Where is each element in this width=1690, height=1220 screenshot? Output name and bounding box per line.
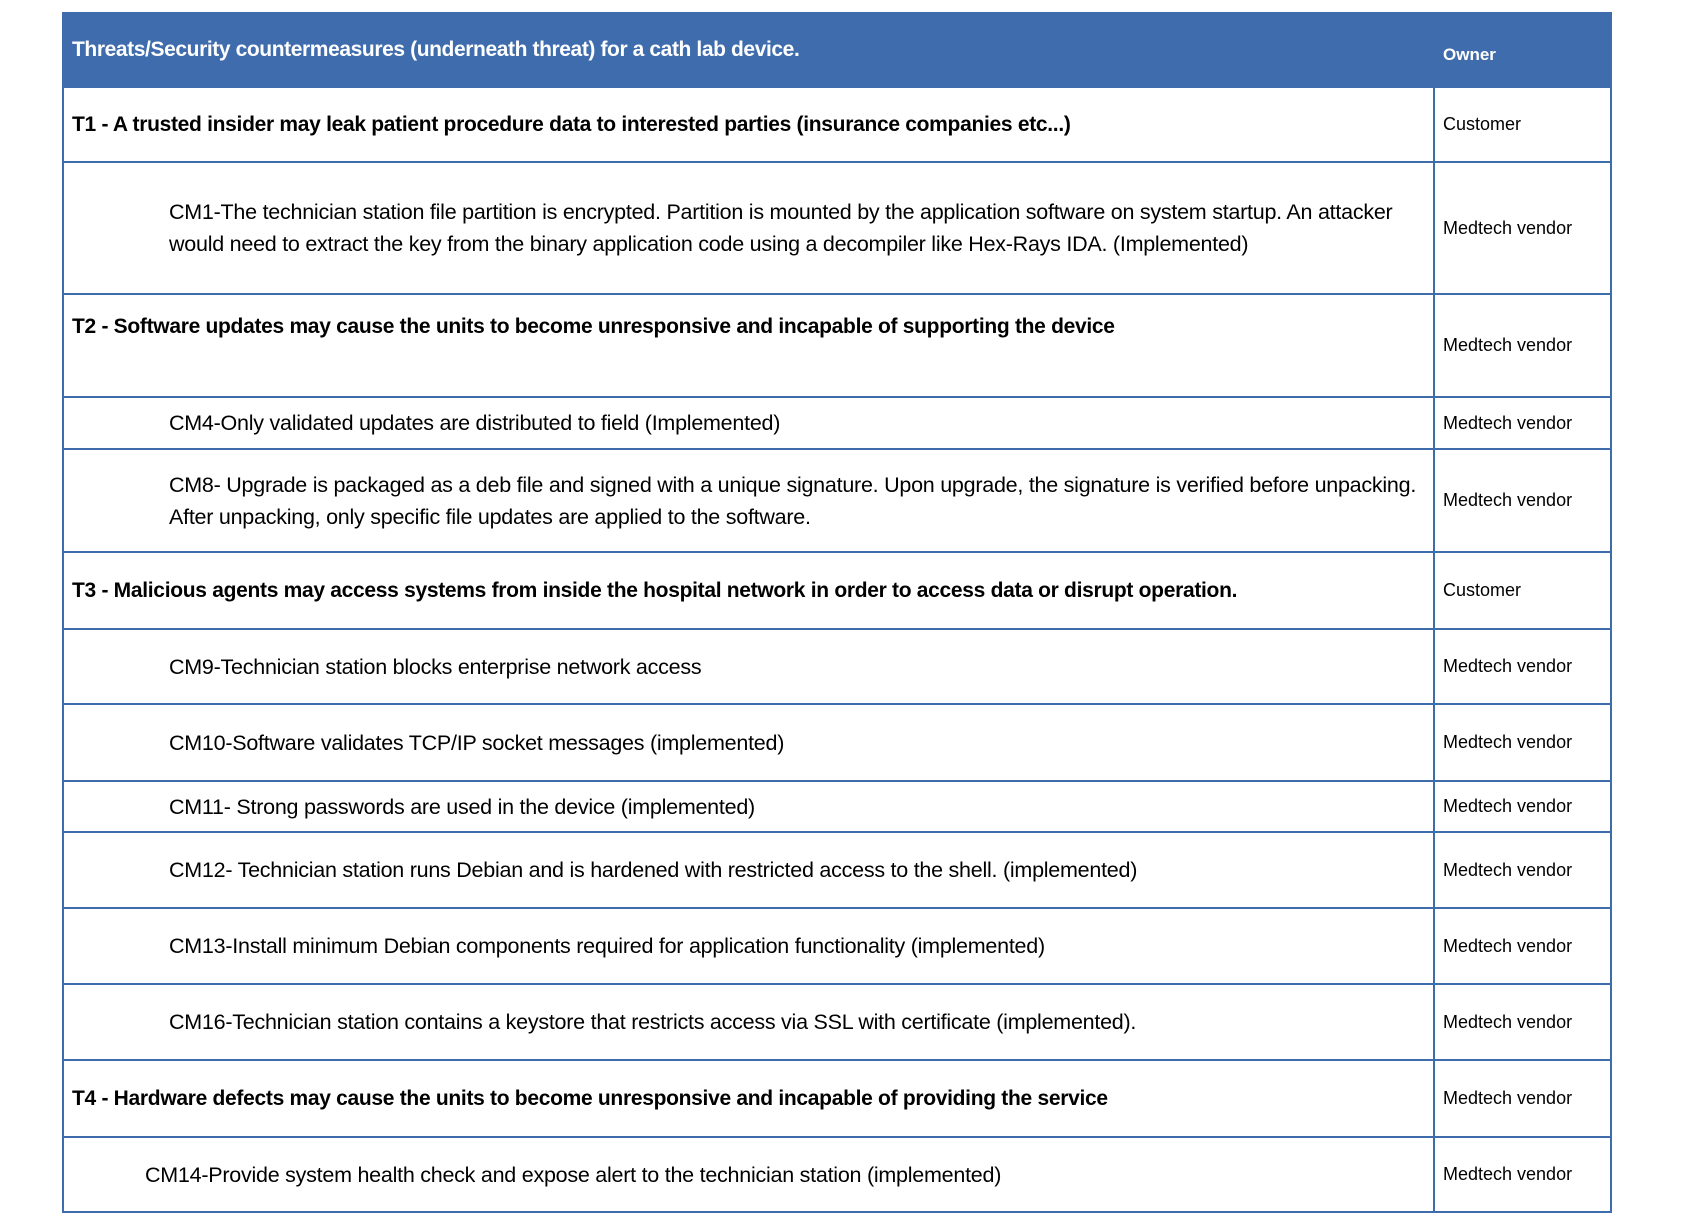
- threat-text: T1 - A trusted insider may leak patient procedure data to interested parties (insurance companies etc...): [63, 87, 1434, 162]
- threat-row: [63, 1060, 1611, 1137]
- countermeasure-row: [63, 1137, 1611, 1212]
- countermeasure-text: CM4-Only validated updates are distributed to field (Implemented): [63, 397, 1434, 449]
- header-title: Threats/Security countermeasures (underneath threat) for a cath lab device.: [63, 13, 1434, 87]
- owner-cell: Medtech vendor: [1434, 294, 1611, 397]
- owner-cell: Medtech vendor: [1434, 397, 1611, 449]
- owner-cell: Medtech vendor: [1434, 704, 1611, 781]
- countermeasure-text: CM8- Upgrade is packaged as a deb file and signed with a unique signature. Upon upgrade, the signature is verified before unpacking. After unpacking, only specific file updates are applied to the software.: [63, 449, 1434, 552]
- owner-cell: Medtech vendor: [1434, 162, 1611, 294]
- threats-table: [62, 12, 1612, 1213]
- countermeasure-row: [63, 908, 1611, 984]
- threat-row: [63, 87, 1611, 162]
- threat-text: T4 - Hardware defects may cause the units to become unresponsive and incapable of providing the service: [63, 1060, 1434, 1137]
- owner-cell: Customer: [1434, 87, 1611, 162]
- owner-cell: Medtech vendor: [1434, 908, 1611, 984]
- countermeasure-row: [63, 781, 1611, 832]
- owner-cell: Medtech vendor: [1434, 832, 1611, 908]
- owner-cell: Medtech vendor: [1434, 1060, 1611, 1137]
- countermeasure-text: CM16-Technician station contains a keystore that restricts access via SSL with certificate (implemented).: [63, 984, 1434, 1060]
- owner-cell: Medtech vendor: [1434, 629, 1611, 704]
- owner-cell: Medtech vendor: [1434, 781, 1611, 832]
- owner-cell: Medtech vendor: [1434, 984, 1611, 1060]
- owner-cell: Medtech vendor: [1434, 1137, 1611, 1212]
- countermeasure-row: [63, 704, 1611, 781]
- countermeasure-row: [63, 449, 1611, 552]
- countermeasure-text: CM13-Install minimum Debian components required for application functionality (implemented): [63, 908, 1434, 984]
- countermeasure-text: CM1-The technician station file partition is encrypted. Partition is mounted by the application software on system startup. An attacker would need to extract the key from the binary application code using a decompiler like Hex-Rays IDA. (Implemented): [63, 162, 1434, 294]
- countermeasure-row: [63, 629, 1611, 704]
- owner-cell: Medtech vendor: [1434, 449, 1611, 552]
- countermeasure-text: CM11- Strong passwords are used in the device (implemented): [63, 781, 1434, 832]
- countermeasure-row: [63, 397, 1611, 449]
- header-owner: Owner: [1434, 13, 1611, 87]
- countermeasure-text: CM10-Software validates TCP/IP socket messages (implemented): [63, 704, 1434, 781]
- table-header-row: [63, 13, 1611, 87]
- countermeasure-row: [63, 162, 1611, 294]
- owner-cell: Customer: [1434, 552, 1611, 629]
- countermeasure-text: CM14-Provide system health check and expose alert to the technician station (implemented): [63, 1137, 1434, 1212]
- countermeasure-text: CM9-Technician station blocks enterprise network access: [63, 629, 1434, 704]
- threat-row: [63, 294, 1611, 397]
- threat-text: T2 - Software updates may cause the units to become unresponsive and incapable of supporting the device: [63, 294, 1434, 397]
- countermeasure-row: [63, 832, 1611, 908]
- threat-row: [63, 552, 1611, 629]
- threat-text: T3 - Malicious agents may access systems from inside the hospital network in order to access data or disrupt operation.: [63, 552, 1434, 629]
- countermeasure-text: CM12- Technician station runs Debian and is hardened with restricted access to the shell. (implemented): [63, 832, 1434, 908]
- countermeasure-row: [63, 984, 1611, 1060]
